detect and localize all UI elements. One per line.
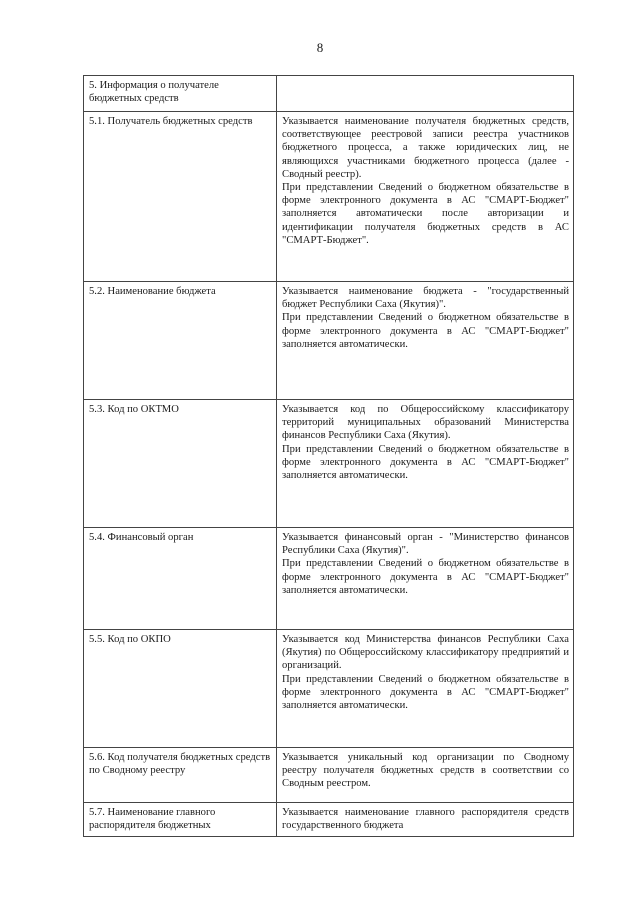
description-paragraph: Указывается код по Общероссийскому классификатору территорий муниципальных образований Министерства финансов Республики Саха (Якутия). bbox=[282, 404, 569, 442]
description-paragraph: При представлении Сведений о бюджетном обязательстве в форме электронного документа в АС "СМАРТ-Бюджет" заполняется автоматически после авторизации и идентификации получателя бюджетных средств в АС "СМАРТ-Бюджет". bbox=[282, 182, 569, 246]
instructions-table bbox=[83, 75, 574, 837]
description-paragraph: При представлении Сведений о бюджетном обязательстве в форме электронного документа в АС "СМАРТ-Бюджет" заполняется автоматически. bbox=[282, 673, 569, 712]
table-row bbox=[84, 630, 574, 748]
description-paragraph: Указывается наименование главного распорядителя средств государственного бюджета bbox=[282, 807, 569, 832]
table-row bbox=[84, 803, 574, 837]
table-row bbox=[84, 528, 574, 630]
description-paragraph: Указывается финансовый орган - "Министерство финансов Республики Саха (Якутия)". bbox=[282, 532, 569, 557]
table-row bbox=[84, 748, 574, 803]
row-label: 5.3. Код по ОКТМО bbox=[84, 400, 277, 528]
description-paragraph: При представлении Сведений о бюджетном обязательстве в форме электронного документа в АС "СМАРТ-Бюджет" заполняется автоматически. bbox=[282, 312, 569, 350]
row-label: 5. Информация о получателе бюджетных средств bbox=[84, 76, 277, 112]
row-description bbox=[277, 748, 574, 803]
page-number: 8 bbox=[316, 40, 324, 55]
table-row bbox=[84, 400, 574, 528]
row-label: 5.4. Финансовый орган bbox=[84, 528, 277, 630]
row-description bbox=[277, 282, 574, 400]
row-label: 5.5. Код по ОКПО bbox=[84, 630, 277, 748]
table-row bbox=[84, 282, 574, 400]
row-label: 5.6. Код получателя бюджетных средств по Сводному реестру bbox=[84, 748, 277, 803]
row-description bbox=[277, 112, 574, 282]
row-description bbox=[277, 76, 574, 112]
description-paragraph: Указывается код Министерства финансов Республики Саха (Якутия) по Общероссийскому классификатору предприятий и организаций. bbox=[282, 634, 569, 672]
row-label: 5.7. Наименование главного распорядителя бюджетных bbox=[84, 803, 277, 837]
description-paragraph: При представлении Сведений о бюджетном обязательстве в форме электронного документа в АС "СМАРТ-Бюджет" заполняется автоматически. bbox=[282, 443, 569, 482]
row-label: 5.1. Получатель бюджетных средств bbox=[84, 112, 277, 282]
description-paragraph: При представлении Сведений о бюджетном обязательстве в форме электронного документа в АС "СМАРТ-Бюджет" заполняется автоматически. bbox=[282, 558, 569, 596]
row-label: 5.2. Наименование бюджета bbox=[84, 282, 277, 400]
row-description bbox=[277, 630, 574, 748]
description-paragraph: Указывается наименование получателя бюджетных средств, соответствующее реестровой записи реестра участников бюджетного процесса, а также юридических лиц, не являющихся участниками бюджетного процесса (далее - Сводный реестр). bbox=[282, 116, 569, 180]
table-row bbox=[84, 112, 574, 282]
row-description bbox=[277, 400, 574, 528]
table-row bbox=[84, 76, 574, 112]
row-description bbox=[277, 803, 574, 837]
description-paragraph: Указывается уникальный код организации по Сводному реестру получателя бюджетных средств в соответствии со Сводным реестром. bbox=[282, 752, 569, 790]
description-paragraph: Указывается наименование бюджета - "государственный бюджет Республики Саха (Якутия)". bbox=[282, 286, 569, 311]
row-description bbox=[277, 528, 574, 630]
